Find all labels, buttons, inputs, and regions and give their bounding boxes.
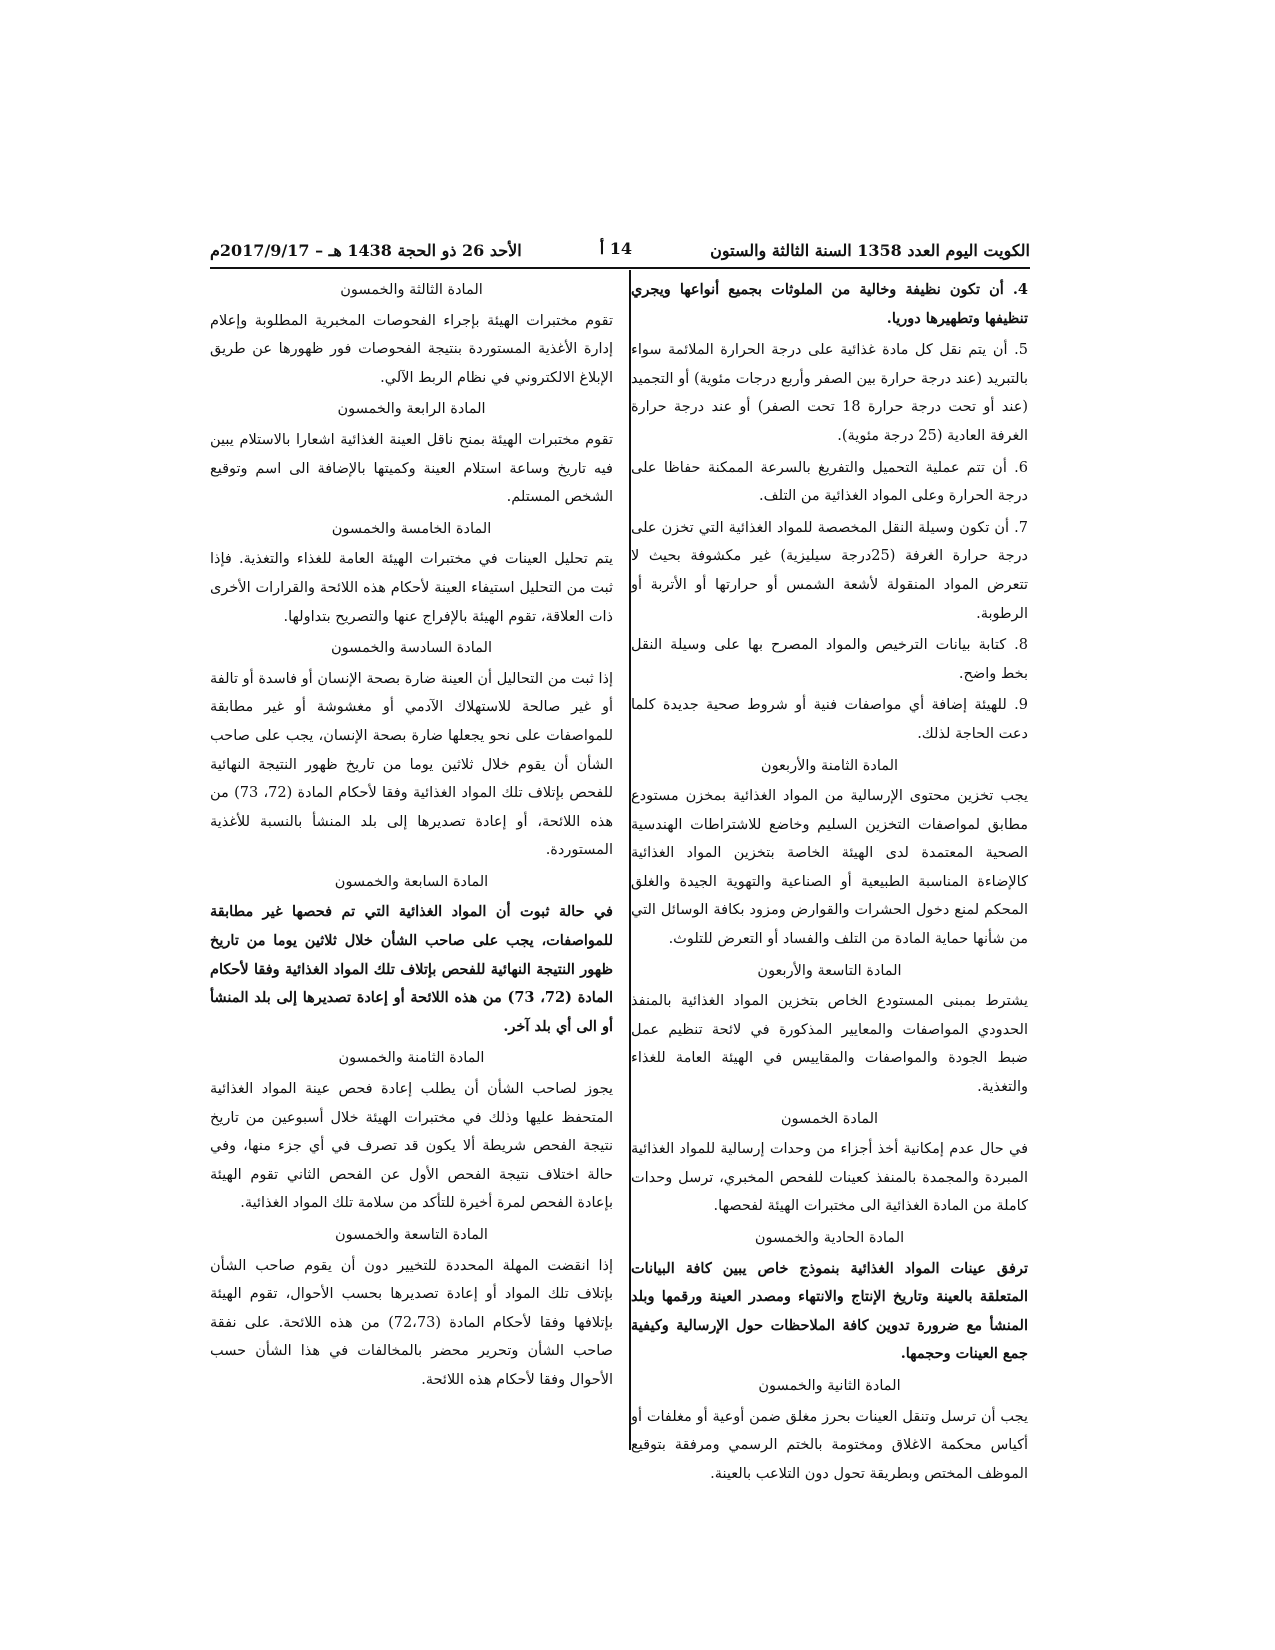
item-4: 4. أن تكون نظيفة وخالية من الملوثات بجميع أنواعها ويجري تنظيفها وتطهيرها دوريا. (631, 281, 1028, 327)
article-58-title: المادة الثامنة والخمسون (338, 1050, 485, 1067)
article-50-title: المادة الخمسون (780, 1110, 879, 1127)
page-number: 14 أ (599, 239, 632, 258)
article-56-title: المادة السادسة والخمسون (331, 640, 492, 657)
item-6: 6. أن تتم عملية التحميل والتفريغ بالسرعة الممكنة حفاظا على درجة الحرارة وعلى المواد الغذائية من التلف. (631, 459, 1028, 505)
issue-date: الأحد 26 ذو الحجة 1438 هـ – 2017/9/17م (210, 241, 522, 260)
article-57-text: في حالة ثبوت أن المواد الغذائية التي تم فحصها غير مطابقة للمواصفات، يجب على صاحب الشأن خلال ثلاثين يوما من تاريخ ظهور النتيجة النهائية للفحص بإتلاف تلك المواد الغذائية وفقا لأحكام المادة (72، 73) من هذه اللائحة أو إعادة تصديرها إلى بلد المنشأ أو الى أي بلد آخر. (210, 903, 613, 1035)
article-52-text: يجب أن ترسل وتنقل العينات بحرز مغلق ضمن أوعية أو مغلفات أو أكياس محكمة الاغلاق ومختومة بالختم الرسمي ومرفقة بتوقيع الموظف المختص وبطريقة تحول دون التلاعب بالعينة. (631, 1408, 1028, 1482)
article-53-title: المادة الثالثة والخمسون (340, 282, 483, 298)
item-8: 8. كتابة بيانات الترخيص والمواد المصرح بها على وسيلة النقل بخط واضح. (631, 637, 1028, 682)
article-48-title: المادة الثامنة والأربعون (760, 757, 899, 774)
page-header (210, 237, 1030, 267)
article-49-title: المادة التاسعة والأربعون (757, 962, 902, 979)
article-53-text: تقوم مختبرات الهيئة بإجراء الفحوصات المخبرية المطلوبة وإعلام إدارة الأغذية المستوردة بنتيجة الفحوصات فور ظهورها عن طريق الإبلاغ الالكتروني في نظام الربط الآلي. (210, 312, 613, 386)
item-7: 7. أن تكون وسيلة النقل المخصصة للمواد الغذائية التي تخزن على درجة حرارة الغرفة (25درجة سيليزية) غير مكشوفة بحيث لا تتعرض المواد المنقولة لأشعة الشمس أو حرارتها أو الأتربة أو الرطوبة. (631, 519, 1028, 622)
article-49-text: يشترط بمبنى المستودع الخاص بتخزين المواد الغذائية بالمنفذ الحدودي المواصفات والمعايير المذكورة في لائحة تنظيم عمل ضبط الجودة والمواصفات والمقاييس في الهيئة العامة للغذاء والتغذية. (631, 993, 1028, 1096)
article-54-text: تقوم مختبرات الهيئة بمنح ناقل العينة الغذائية اشعارا بالاستلام يبين فيه تاريخ وساعة استلام العينة وكميتها بالإضافة الى اسم وتوقيع الشخص المستلم. (210, 431, 613, 506)
article-55-text: يتم تحليل العينات في مختبرات الهيئة العامة للغذاء والتغذية. فإذا ثبت من التحليل استيفاء العينة لأحكام هذه اللائحة والقرارات الأخرى ذات العلاقة، تقوم الهيئة بالإفراج عنها والتصريح بتداولها. (210, 551, 613, 625)
gazette-issue: الكويت اليوم العدد 1358 السنة الثالثة والستون (710, 241, 1030, 260)
article-59-text: إذا انقضت المهلة المحددة للتخيير دون أن يقوم صاحب الشأن بإتلاف تلك المواد أو إعادة تصديرها بحسب الأحوال، تقوم الهيئة بإتلافها وفقا لأحكام المادة (72،73) من هذه اللائحة. على نفقة صاحب الشأن وتحرير محضر بالمخالفات في هذا الشأن حسب الأحوال وفقا لأحكام هذه اللائحة. (210, 1257, 613, 1388)
header-rule (210, 267, 1030, 269)
article-59-title: المادة التاسعة والخمسون (335, 1227, 488, 1243)
article-58-text: يجوز لصاحب الشأن أن يطلب إعادة فحص عينة المواد الغذائية المتحفظ عليها وذلك في مختبرات الهيئة خلال أسبوعين من تاريخ نتيجة الفحص شريطة ألا يكون قد تصرف في أي جزء منها، وفي حالة اختلاف نتيجة الفحص الأول عن الفحص الثاني تقوم الهيئة بإعادة الفحص لمرة أخيرة للتأكد من سلامة تلك المواد الغذائية. (210, 1081, 613, 1212)
article-50-text: في حال عدم إمكانية أخذ أجزاء من وحدات إرسالية للمواد الغذائية المبردة والمجمدة بالمنفذ كعينات للفحص المخبري، ترسل وحدات كاملة من المادة الغذائية الى مختبرات الهيئة لفحصها. (631, 1141, 1028, 1215)
article-48-text: يجب تخزين محتوى الإرسالية من المواد الغذائية بمخزن مستودع مطابق لمواصفات التخزين السليم وخاضع للاشتراطات الهندسية الصحية المعتمدة لدى الهيئة الخاصة بتخزين المواد الغذائية كالإضاءة المناسبة الطبيعية أو الصناعية والتهوية الجيدة والغلق المحكم لمنع دخول الحشرات والقوارض ومزود بكافة الوسائل التي من شأنها حماية المادة من التلف والفساد أو التعرض للتلوث. (631, 788, 1028, 948)
article-51-text: ترفق عينات المواد الغذائية بنموذج خاص يبين كافة البيانات المتعلقة بالعينة وتاريخ الإنتاج والانتهاء ومصدر العينة ورقمها وبلد المنشأ مع ضرورة تدوين كافة الملاحظات حول الإرسالية وكيفية جمع العينات وحجمها. (631, 1259, 1028, 1363)
right-column (631, 276, 1028, 1491)
article-55-title: المادة الخامسة والخمسون (331, 520, 492, 537)
left-column (210, 276, 613, 1398)
article-51-title: المادة الحادية والخمسون (754, 1230, 905, 1246)
item-9: 9. للهيئة إضافة أي مواصفات فنية أو شروط صحية جديدة كلما دعت الحاجة لذلك. (631, 697, 1028, 742)
article-52-title: المادة الثانية والخمسون (758, 1377, 901, 1394)
article-56-text: إذا ثبت من التحاليل أن العينة ضارة بصحة الإنسان أو فاسدة أو تالفة أو غير صالحة للاستهلاك الآدمي أو مغشوشة أو غير مطابقة للمواصفات على نحو يجعلها ضارة بصحة الإنسان، يجب على صاحب الشأن أن يقوم خلال ثلاثين يوما من تاريخ ظهور النتيجة النهائية للفحص بإتلاف تلك المواد الغذائية وفقا لأحكام المادة (72، 73) من هذه اللائحة، أو إعادة تصديرها إلى بلد المنشأ بالنسبة للأغذية المستوردة. (210, 670, 613, 859)
item-5: 5. أن يتم نقل كل مادة غذائية على درجة الحرارة الملائمة سواء بالتبريد (عند درجة حرارة بين الصفر وأربع درجات مئوية) أو التجميد (عند أو تحت درجة حرارة 18 تحت الصفر) أو عند درجة حرارة الغرفة العادية (25 درجة مئوية). (631, 342, 1029, 444)
article-54-title: المادة الرابعة والخمسون (337, 401, 486, 418)
article-57-title: المادة السابعة والخمسون (334, 873, 489, 890)
